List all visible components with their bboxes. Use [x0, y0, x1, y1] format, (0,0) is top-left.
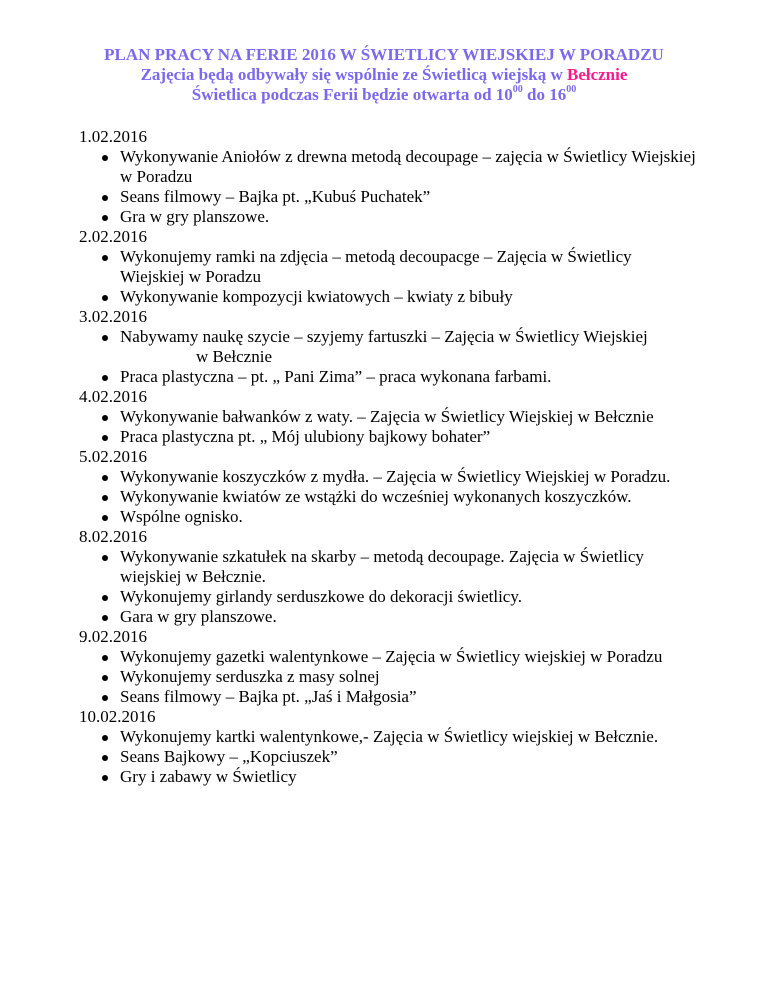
day-section	[79, 527, 699, 627]
header-hours-sup-end: 00	[566, 84, 577, 96]
list-item	[79, 767, 699, 787]
header-hours-text: Świetlica podczas Ferii będzie otwarta od 10	[191, 85, 513, 104]
list-item-text: Wykonujemy girlandy serduszkowe do dekoracji świetlicy.	[120, 587, 522, 606]
list-item	[79, 727, 699, 747]
list-item-text: Gry i zabawy w Świetlicy	[120, 767, 297, 786]
day-items	[79, 467, 699, 527]
bullet-icon	[102, 475, 108, 481]
list-item-text: Wykonywanie bałwanków z waty. – Zajęcia w Świetlicy Wiejskiej w Bełcznie	[120, 407, 654, 426]
list-item-text: Wykonujemy serduszka z masy solnej	[120, 667, 380, 686]
day-section	[79, 307, 699, 387]
list-item-text: Praca plastyczna pt. „ Mój ulubiony bajkowy bohater”	[120, 427, 491, 446]
bullet-icon	[102, 695, 108, 701]
bullet-icon	[102, 615, 108, 621]
bullet-icon	[102, 295, 108, 301]
header-subtitle-highlight: Bełcznie	[566, 65, 628, 84]
day-date: 2.02.2016	[79, 227, 147, 246]
header-hours	[74, 85, 694, 105]
list-item	[79, 367, 699, 387]
list-item-text: Seans filmowy – Bajka pt. „Jaś i Małgosia”	[120, 687, 417, 706]
day-section	[79, 127, 699, 227]
day-date: 10.02.2016	[79, 707, 156, 726]
day-items	[79, 147, 699, 227]
list-item	[79, 147, 699, 187]
list-item	[79, 647, 699, 667]
bullet-icon	[102, 495, 108, 501]
list-item	[79, 467, 699, 487]
list-item-text: Seans filmowy – Bajka pt. „Kubuś Puchatek”	[120, 187, 431, 206]
bullet-icon	[102, 655, 108, 661]
header-subtitle	[74, 65, 694, 85]
list-item-text: Wykonywanie szkatułek na skarby – metodą decoupage. Zajęcia w Świetlicy wiejskiej w Bełcznie.	[120, 547, 644, 586]
list-item	[79, 327, 699, 367]
bullet-icon	[102, 435, 108, 441]
bullet-icon	[102, 515, 108, 521]
day-section	[79, 227, 699, 307]
header-hours-middle: do 16	[522, 85, 567, 104]
day-section	[79, 447, 699, 527]
day-date: 3.02.2016	[79, 307, 147, 326]
list-item	[79, 207, 699, 227]
list-item-text: Praca plastyczna – pt. „ Pani Zima” – praca wykonana farbami.	[120, 367, 552, 386]
bullet-icon	[102, 195, 108, 201]
list-item-text: Wykonujemy gazetki walentynkowe – Zajęcia w Świetlicy wiejskiej w Poradzu	[120, 647, 663, 666]
day-section	[79, 707, 699, 787]
header-title: PLAN PRACY NA FERIE 2016 W ŚWIETLICY WIEJSKIEJ W PORADZU	[104, 45, 664, 64]
document-header	[74, 45, 694, 105]
bullet-icon	[102, 675, 108, 681]
list-item-text: Wykonywanie koszyczków z mydła. – Zajęcia w Świetlicy Wiejskiej w Poradzu.	[120, 467, 671, 486]
bullet-icon	[102, 735, 108, 741]
bullet-icon	[102, 155, 108, 161]
list-item	[79, 607, 699, 627]
day-items	[79, 647, 699, 707]
day-items	[79, 407, 699, 447]
day-date: 8.02.2016	[79, 527, 147, 546]
list-item-text: Wykonywanie kompozycji kwiatowych – kwiaty z bibuły	[120, 287, 513, 306]
list-item-text: Wspólne ognisko.	[120, 507, 243, 526]
day-items	[79, 727, 699, 787]
list-item	[79, 287, 699, 307]
list-item	[79, 687, 699, 707]
day-items	[79, 547, 699, 627]
bullet-icon	[102, 335, 108, 341]
list-item	[79, 407, 699, 427]
list-item	[79, 547, 699, 587]
list-item-text: Wykonujemy ramki na zdjęcia – metodą decoupacge – Zajęcia w Świetlicy Wiejskiej w Poradzu	[120, 247, 632, 286]
day-section	[79, 627, 699, 707]
list-item-text: Gara w gry planszowe.	[120, 607, 277, 626]
bullet-icon	[102, 255, 108, 261]
list-item	[79, 427, 699, 447]
bullet-icon	[102, 755, 108, 761]
day-date: 1.02.2016	[79, 127, 147, 146]
header-subtitle-text: Zajęcia będą odbywały się wspólnie ze Świetlicą wiejską w	[140, 65, 567, 84]
list-item	[79, 187, 699, 207]
list-item-text: Wykonujemy kartki walentynkowe,- Zajęcia w Świetlicy wiejskiej w Bełcznie.	[120, 727, 659, 746]
day-items	[79, 247, 699, 307]
list-item	[79, 507, 699, 527]
day-date: 5.02.2016	[79, 447, 147, 466]
list-item-text: Gra w gry planszowe.	[120, 207, 270, 226]
list-item-text: Wykonywanie Aniołów z drewna metodą decoupage – zajęcia w Świetlicy Wiejskiej w Poradzu	[120, 147, 696, 186]
header-hours-sup-start: 00	[512, 84, 523, 96]
bullet-icon	[102, 595, 108, 601]
schedule	[79, 127, 699, 787]
list-item-text: Nabywamy naukę szycie – szyjemy fartuszki – Zajęcia w Świetlicy Wiejskiej	[120, 327, 648, 346]
list-item	[79, 587, 699, 607]
bullet-icon	[102, 775, 108, 781]
day-date: 4.02.2016	[79, 387, 147, 406]
list-item	[79, 487, 699, 507]
bullet-icon	[102, 415, 108, 421]
list-item-text-tail: w Bełcznie	[196, 347, 272, 366]
day-section	[79, 387, 699, 447]
day-items	[79, 327, 699, 387]
day-date: 9.02.2016	[79, 627, 147, 646]
bullet-icon	[102, 555, 108, 561]
bullet-icon	[102, 215, 108, 221]
list-item	[79, 747, 699, 767]
list-item-text: Seans Bajkowy – „Kopciuszek”	[120, 747, 338, 766]
list-item	[79, 667, 699, 687]
list-item-text: Wykonywanie kwiatów ze wstążki do wcześniej wykonanych koszyczków.	[120, 487, 632, 506]
bullet-icon	[102, 375, 108, 381]
list-item	[79, 247, 699, 287]
